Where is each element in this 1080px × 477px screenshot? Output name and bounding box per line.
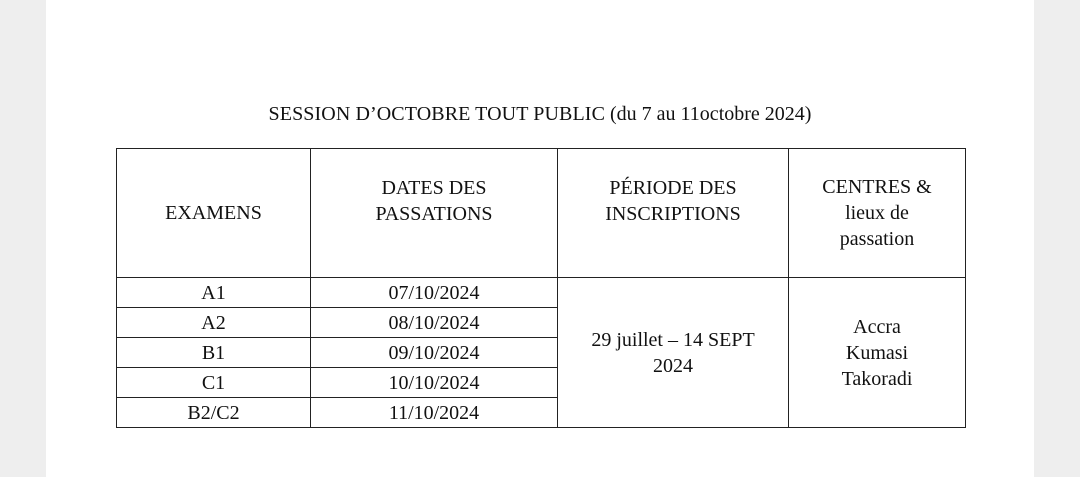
exam-level: C1 [117, 368, 311, 398]
registration-period [558, 278, 789, 428]
header-registration-period [558, 149, 789, 278]
exam-level: B2/C2 [117, 398, 311, 428]
exam-date: 10/10/2024 [311, 368, 558, 398]
header-line: INSCRIPTIONS [605, 203, 741, 225]
header-line: DATES DES [381, 177, 487, 199]
registration-period-line: 2024 [653, 354, 693, 377]
centre-kumasi: Kumasi [845, 341, 909, 364]
centre-accra: Accra [853, 315, 901, 338]
session-title-main: SESSION D’OCTOBRE TOUT PUBLIC [268, 103, 606, 125]
exam-schedule-table [116, 148, 966, 428]
header-line: PASSATIONS [375, 203, 493, 225]
table-header-row [117, 149, 966, 278]
header-line: CENTRES & [822, 176, 932, 198]
session-title [0, 100, 1080, 128]
header-line: PÉRIODE DES [609, 177, 737, 199]
header-exam-dates [311, 149, 558, 278]
header-centres [789, 149, 966, 278]
header-line: lieux de [845, 202, 909, 224]
header-exams [117, 149, 311, 278]
exam-date: 11/10/2024 [311, 398, 558, 428]
header-line: EXAMENS [165, 202, 262, 224]
exam-date: 09/10/2024 [311, 338, 558, 368]
exam-date: 08/10/2024 [311, 308, 558, 338]
centre-takoradi: Takoradi [841, 367, 913, 390]
header-line: passation [839, 228, 915, 250]
exam-centres [789, 278, 966, 428]
registration-period-line: 29 juillet – 14 SEPT [591, 328, 755, 351]
exam-date: 07/10/2024 [311, 278, 558, 308]
table-row [117, 278, 966, 308]
exam-level: A2 [117, 308, 311, 338]
session-title-dates: (du 7 au 11octobre 2024) [610, 103, 812, 125]
exam-level: B1 [117, 338, 311, 368]
exam-level: A1 [117, 278, 311, 308]
